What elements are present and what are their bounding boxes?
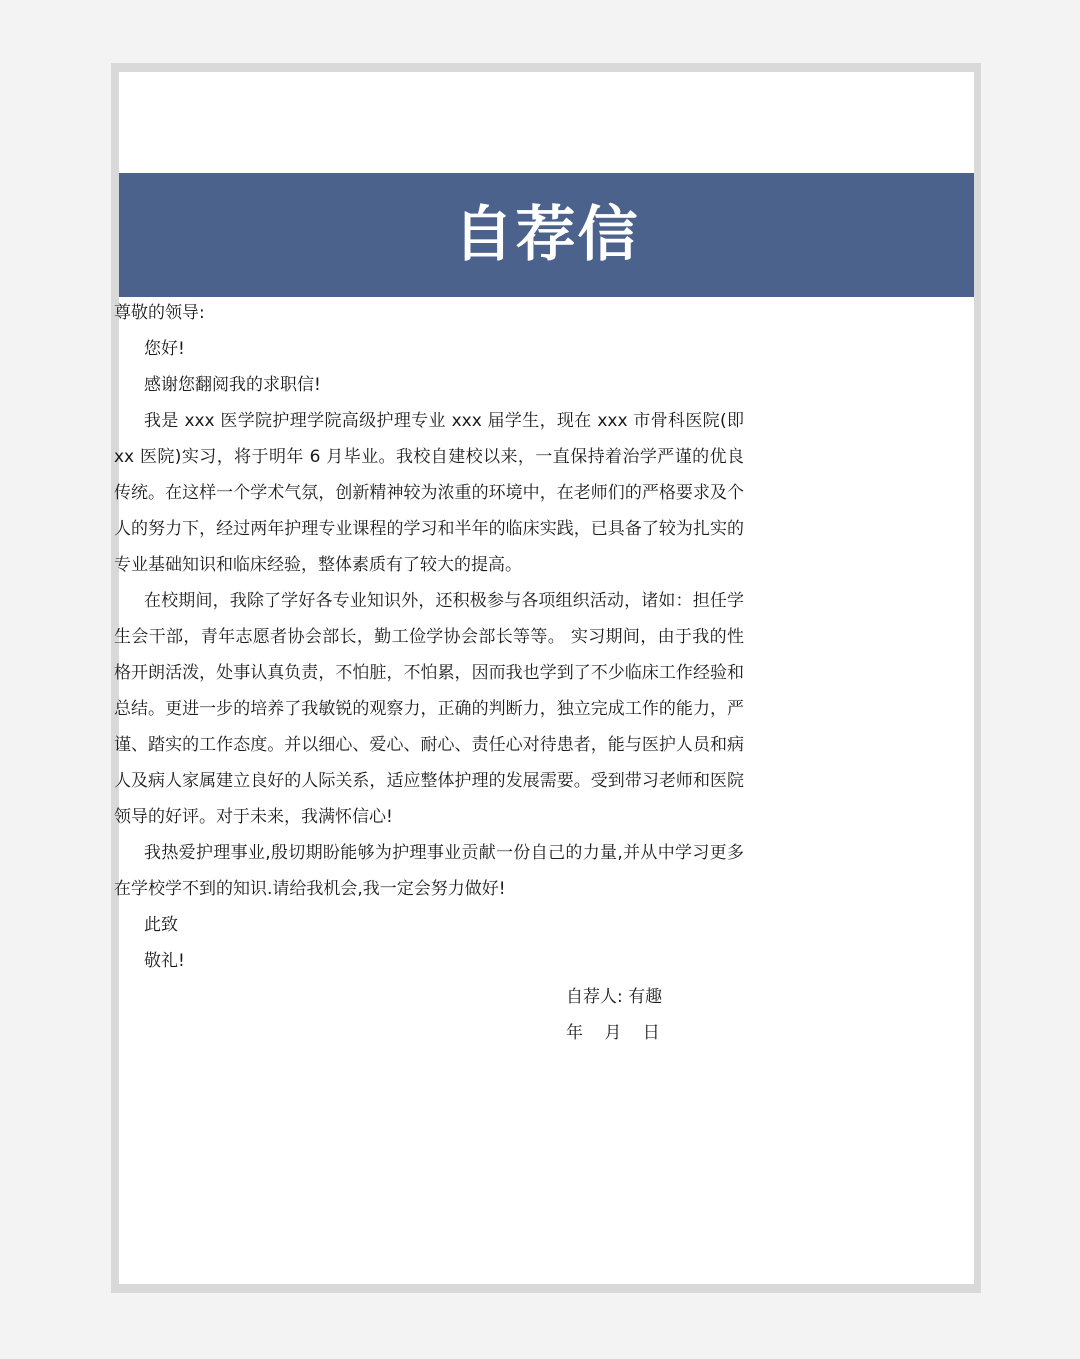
paragraph-aspiration: 我热爱护理事业,殷切期盼能够为护理事业贡献一份自己的力量,并从中学习更多在学校学不到的知识.请给我机会,我一定会努力做好! [114,843,744,899]
paragraph-experience: 在校期间，我除了学好各专业知识外，还积极参与各项组织活动，诸如：担任学生会干部，青年志愿者协会部长，勤工俭学协会部长等等。 实习期间，由于我的性格开朗活泼，处事认真负责，不怕脏，不怕累，因而我也学到了不少临床工作经验和总结。更进一步的培养了我敏锐的观察力，正确的判断力，独立完成工作的能力，严谨、踏实的工作态度。并以细心、爱心、耐心、责任心对待患者，能与医护人员和病人及病人家属建立良好的人际关系，适应整体护理的发展需要。受到带习老师和医院领导的好评。对于未来，我满怀信心! [114,591,744,827]
closing-respect: 敬礼! [144,951,185,971]
paragraph-introduction: 我是 xxx 医学院护理学院高级护理专业 xxx 届学生，现在 xxx 市骨科医院(即 xx 医院)实习，将于明年 6 月毕业。我校自建校以来，一直保持着治学严谨的优良传统。在这样一个学术气氛，创新精神较为浓重的环境中，在老师们的严格要求及个人的努力下，经过两年护理专业课程的学习和半年的临床实践，已具备了较为扎实的专业基础知识和临床经验，整体素质有了较大的提高。 [114,411,744,575]
thanks-line: 感谢您翻阅我的求职信! [144,375,321,395]
title-banner [119,173,974,297]
signature-block [566,979,766,1051]
closing-salute: 此致 [144,915,178,935]
document-title: 自荐信 [453,200,640,270]
letter-body [114,295,744,979]
salutation: 尊敬的领导: [114,303,205,323]
signature-name: 自荐人: 有趣 [566,987,663,1007]
signature-date: 年 月 日 [566,1023,660,1043]
greeting: 您好! [144,339,185,359]
